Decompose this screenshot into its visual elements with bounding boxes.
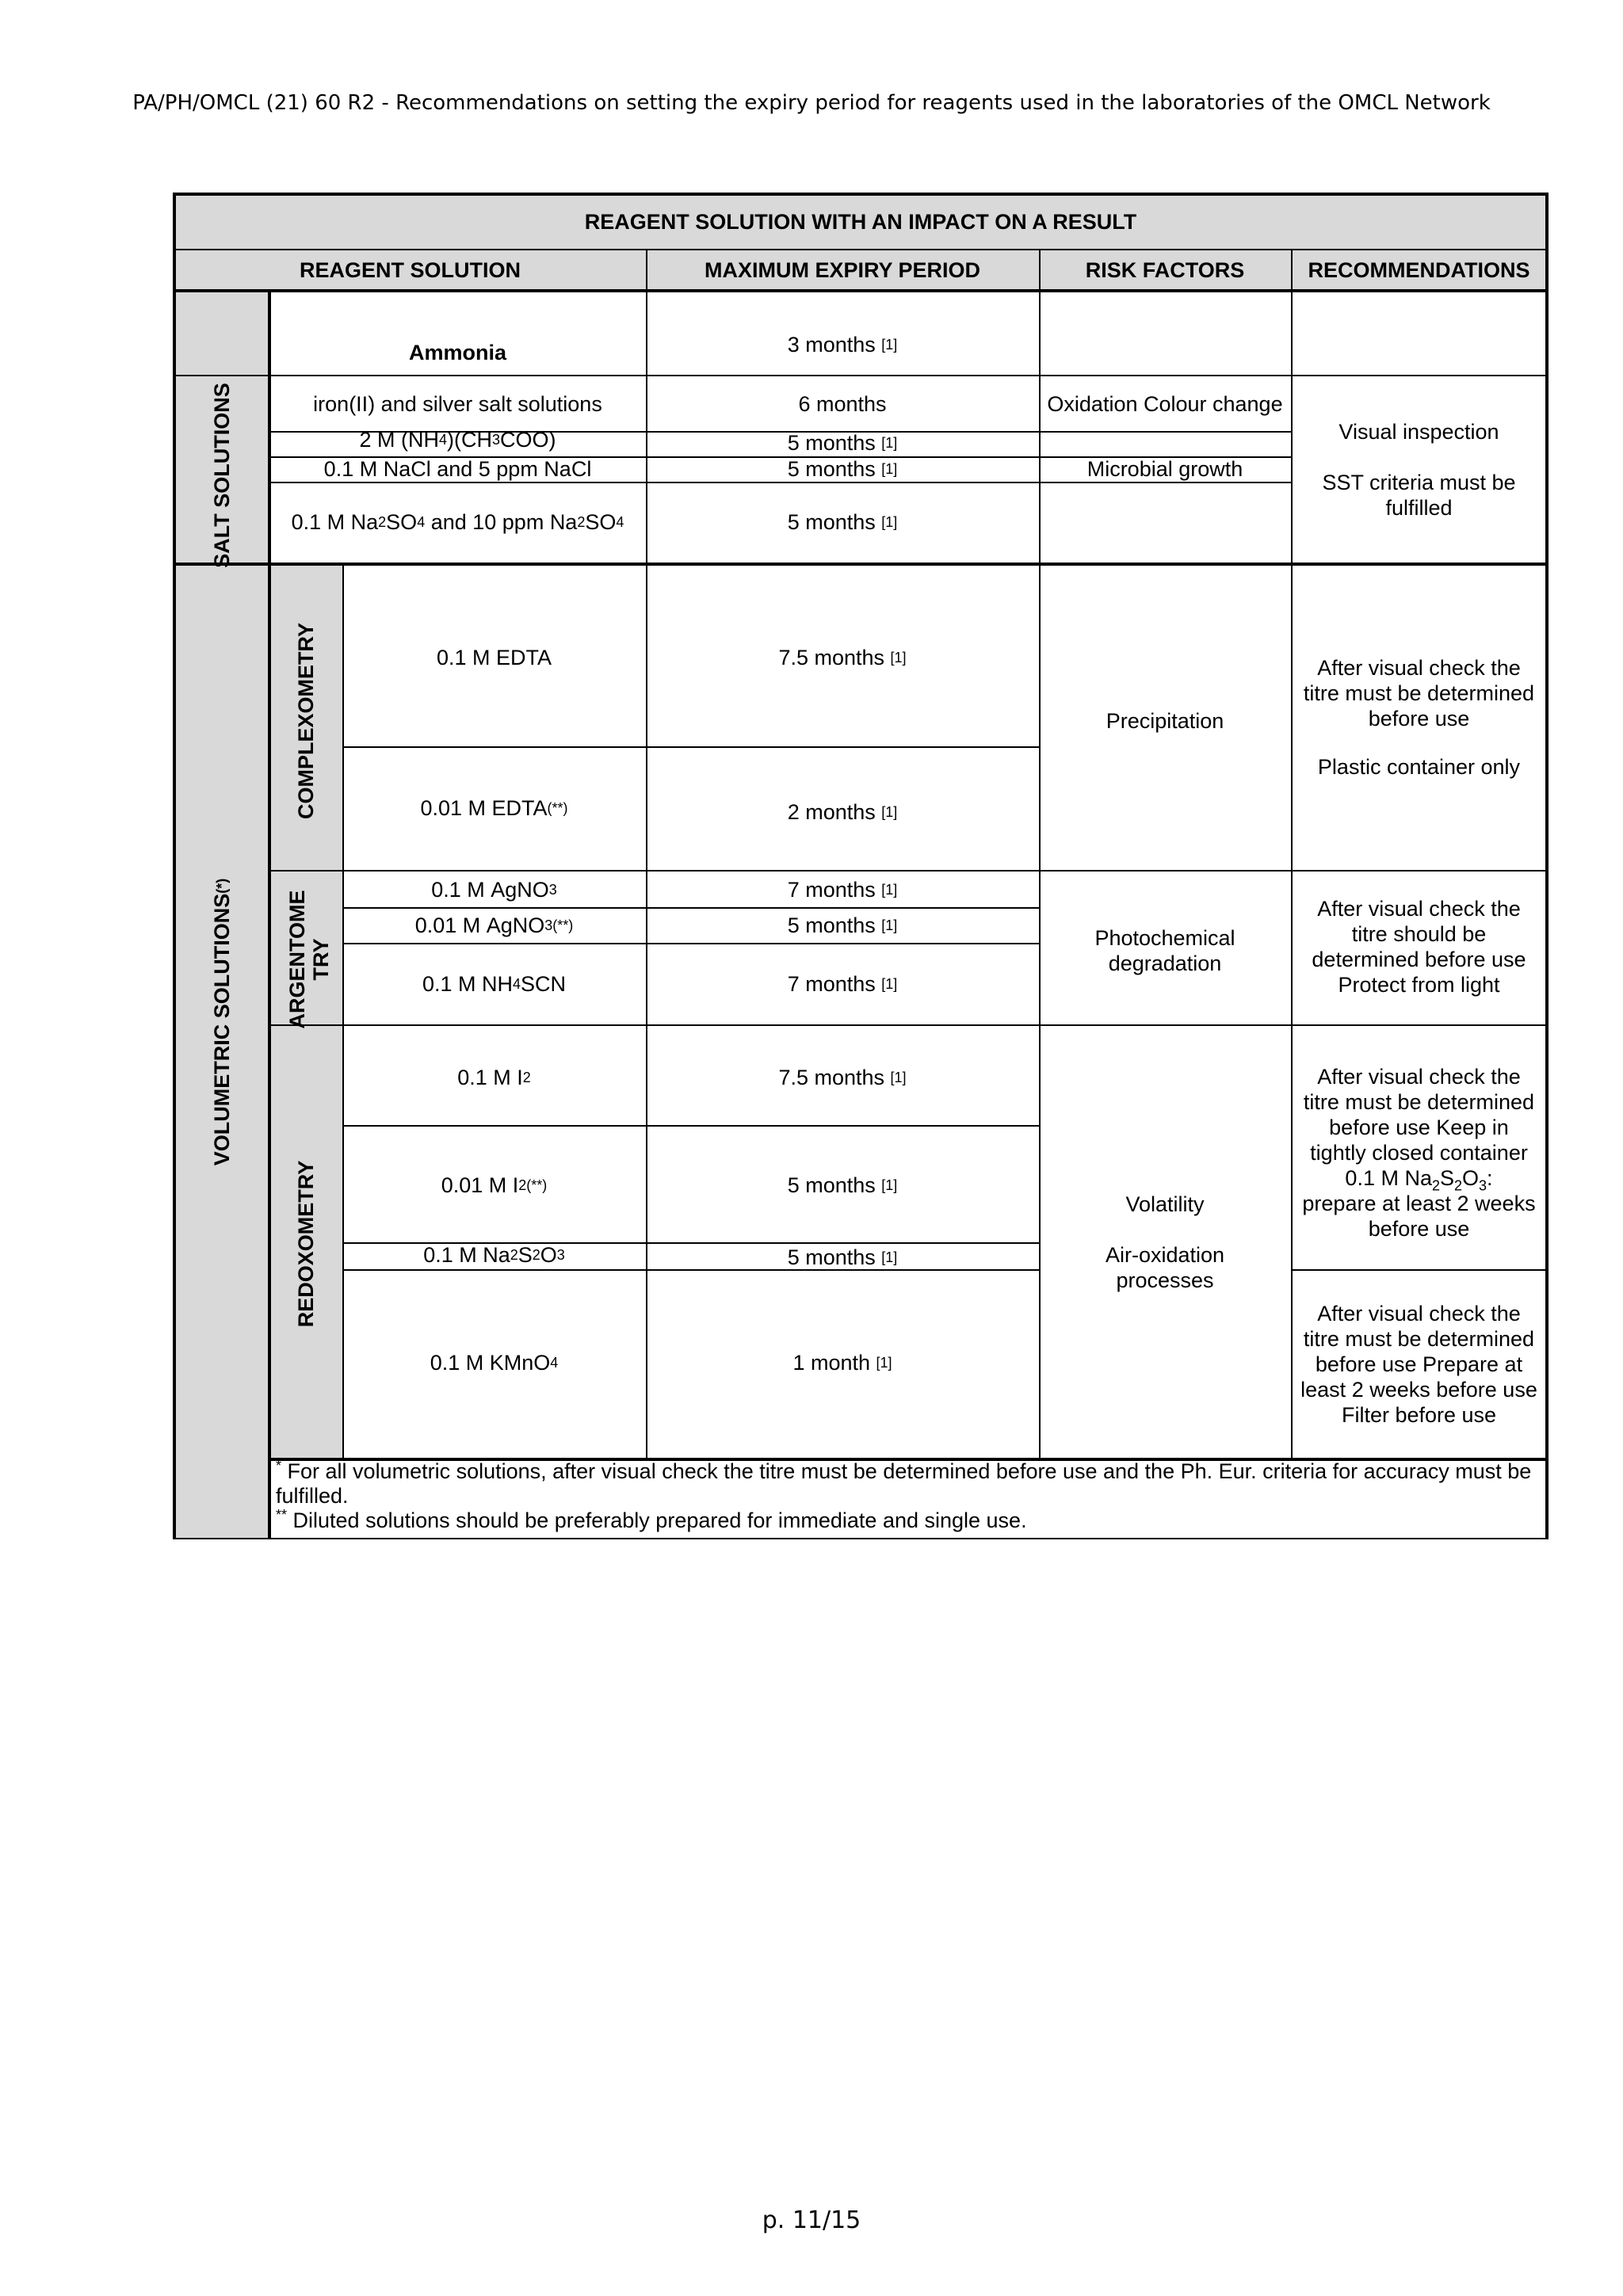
page-number: p. 11/15 [762, 2206, 861, 2234]
reagent-i2-dilute: 0.01 M I 2 (**) [441, 1173, 548, 1197]
group-label-volumetric: VOLUMETRIC SOLUTIONS (*) [210, 878, 234, 1166]
risk-air-oxidation: Air-oxidation processes [1105, 1243, 1225, 1292]
rec-argentometry: After visual check the titre should be determined before use Protect from light [1312, 897, 1526, 997]
expiry-nacl: 5 months [1] [787, 457, 898, 481]
rec-visual-inspection: Visual inspection [1338, 420, 1499, 444]
expiry-thiosulfate: 5 months [1] [787, 1245, 898, 1269]
reagent-i2: 0.1 M I 2 [457, 1066, 531, 1089]
rec-plastic-container: Plastic container only [1317, 754, 1521, 779]
reagent-na2so4: 0.1 M Na 2 SO 4 and 10 ppm Na 2 SO 4 [291, 510, 624, 534]
risk-precipitation: Precipitation [1106, 709, 1224, 733]
reagent-ammonium-acetate: 2 M (NH 4 )(CH 3 COO) [359, 428, 556, 452]
risk-photochemical: Photochemical degradation [1094, 926, 1235, 975]
reagent-agno3-dilute: 0.01 M AgNO 3 (**) [414, 913, 574, 937]
col-header-expiry: MAXIMUM EXPIRY PERIOD [704, 258, 981, 282]
expiry-agno3: 7 months [1] [787, 877, 898, 902]
reagent-agno3: 0.1 M AgNO 3 [431, 877, 557, 902]
reagent-nacl: 0.1 M NaCl and 5 ppm NaCl [323, 457, 592, 481]
risk-oxidation: Oxidation Colour change [1047, 391, 1283, 416]
rec-sst: SST criteria must be fulfilled [1322, 471, 1516, 520]
group-label-argentometry: ARGENTOME TRY [285, 890, 333, 1029]
rec-redox-kmno4: After visual check the titre must be determined before use Prepare at least 2 weeks before use Filter before use [1300, 1302, 1537, 1427]
group-label-redoxometry: REDOXOMETRY [294, 1160, 318, 1328]
col-header-reagent: REAGENT SOLUTION [299, 258, 521, 282]
reagent-kmno4: 0.1 M KMnO 4 [430, 1351, 559, 1375]
expiry-i2: 7.5 months [1] [778, 1066, 907, 1089]
col-header-risk: RISK FACTORS [1085, 258, 1245, 282]
reagent-nh4scn: 0.1 M NH 4 SCN [422, 972, 567, 996]
expiry-ammonia: 3 months [1] [787, 333, 898, 357]
rec-redox-iodine: After visual check the titre must be determined before use Keep in tightly closed container 0.1 M $Na_2S_2O_3$: prepare at least 2 weeks before use [1302, 1064, 1536, 1241]
document-header: PA/PH/OMCL (21) 60 R2 - Recommendations on setting the expiry period for reagents used in the laboratories of the OMCL Network [132, 91, 1491, 115]
expiry-agno3-dilute: 5 months [1] [787, 913, 898, 937]
reagent-iron-silver: iron(II) and silver salt solutions [313, 391, 602, 416]
risk-microbial: Microbial growth [1086, 457, 1243, 481]
expiry-edta-dilute: 2 months [1] [787, 800, 898, 824]
reagent-edta-dilute: 0.01 M EDTA (**) [420, 796, 568, 820]
footnote-volumetric: * For all volumetric solutions, after visual check the titre must be determined before use and the Ph. Eur. criteria for accuracy must be fulfilled. [276, 1458, 1532, 1508]
expiry-kmno4: 1 month [1] [792, 1351, 892, 1375]
rec-complexometry: After visual check the titre must be determined before use [1303, 656, 1535, 730]
risk-volatility: Volatility [1125, 1192, 1205, 1216]
group-label-complexometry: COMPLEXOMETRY [294, 623, 318, 820]
table-title: REAGENT SOLUTION WITH AN IMPACT ON A RESULT [584, 210, 1137, 234]
expiry-na2so4: 5 months [1] [787, 510, 898, 534]
expiry-ammonium-acetate: 5 months [1] [787, 431, 898, 455]
expiry-i2-dilute: 5 months [1] [787, 1173, 898, 1197]
expiry-iron-silver: 6 months [798, 391, 887, 416]
expiry-edta: 7.5 months [1] [778, 646, 907, 669]
group-label-salt: SALT SOLUTIONS [210, 383, 234, 568]
col-header-recommendations: RECOMMENDATIONS [1308, 258, 1530, 282]
reagent-ammonia: Ammonia [408, 341, 507, 364]
footnote-diluted: ** Diluted solutions should be preferably prepared for immediate and single use. [276, 1507, 1027, 1532]
expiry-nh4scn: 7 months [1] [787, 972, 898, 996]
reagent-edta: 0.1 M EDTA [436, 646, 552, 669]
reagent-thiosulfate: 0.1 M Na 2 S 2 O 3 [423, 1243, 565, 1267]
